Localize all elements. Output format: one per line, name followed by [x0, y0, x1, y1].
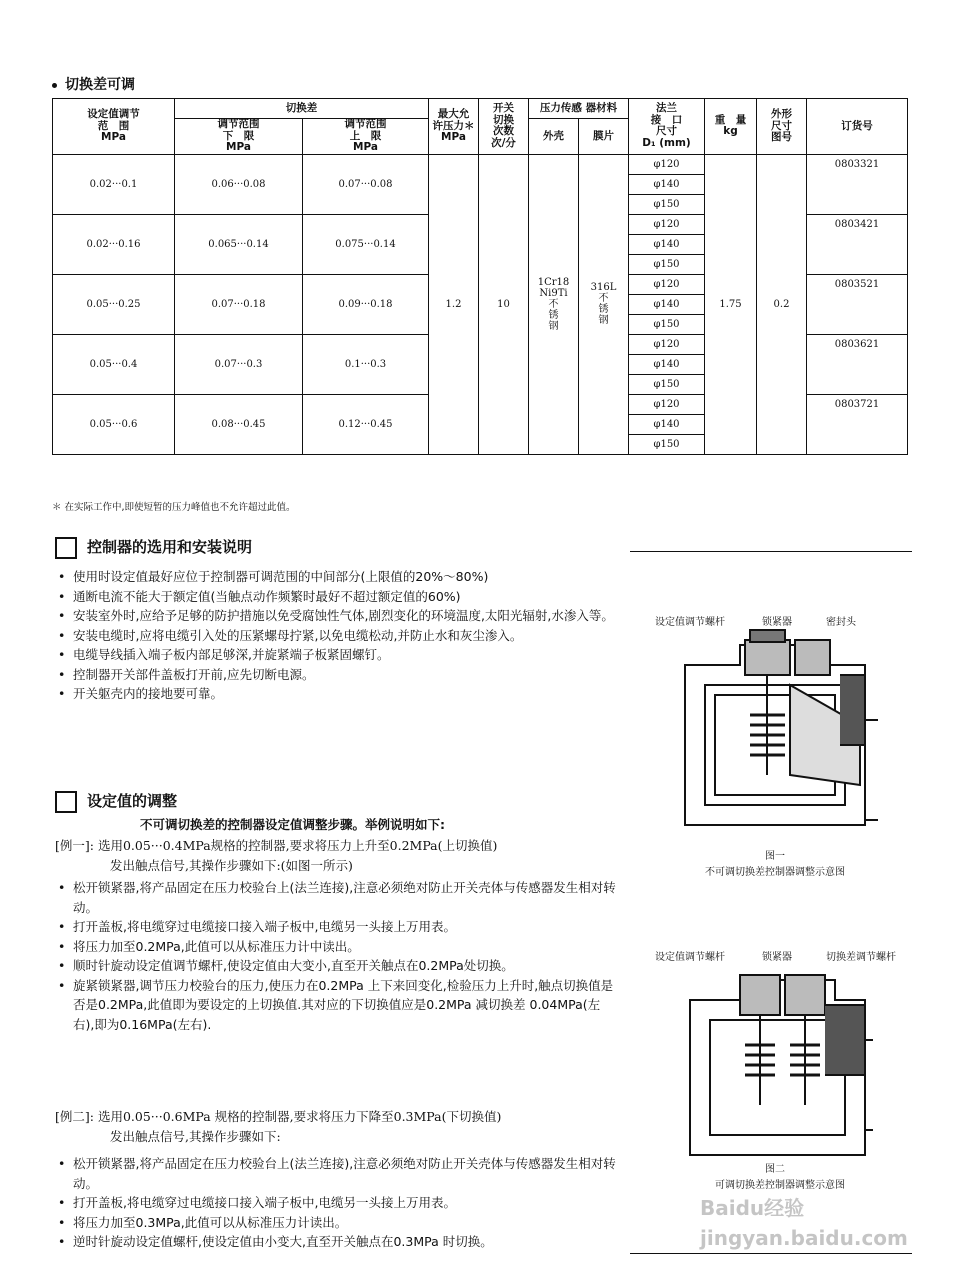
fig1-caption-no: 图一 [765, 851, 785, 862]
example2-text2: 发出触点信号,其操作步骤如下: [110, 1129, 281, 1144]
figure1-diagram [680, 625, 880, 840]
list-item: • 使用时设定值最好应位于控制器可调范围的中间部分(上限值的20%～80%) [55, 567, 615, 587]
spec-table [52, 98, 908, 455]
header-weight: 重 量 kg [705, 99, 757, 155]
cell-flange: φ120 [629, 274, 705, 294]
table-header-row [53, 99, 908, 119]
table-footnote: ＊ 在实际工作中,即使短暂的压力峰值也不允许超过此值。 [52, 502, 296, 513]
header-switch-diff: 切换差 [175, 99, 429, 119]
cell-flange: φ140 [629, 294, 705, 314]
checkbox-icon [55, 791, 77, 813]
header-upper: 调节范围 上 限 MPa [303, 119, 429, 155]
cell-range: 0.05···0.25 [53, 274, 175, 334]
cell-upper: 0.09···0.18 [303, 274, 429, 334]
cell-diaphragm-material: 316L 不 锈 钢 [579, 154, 629, 454]
fig2-caption-no: 图二 [765, 1164, 785, 1175]
list-item: • 开关躯壳内的接地要可靠。 [55, 684, 615, 704]
list-item: • 将压力加至0.2MPa,此值可以从标准压力计中读出。 [55, 937, 620, 957]
header-switch-count: 开关 切换 次数 次/分 [479, 99, 529, 155]
checkbox-icon [55, 537, 77, 559]
cell-range: 0.05···0.6 [53, 394, 175, 454]
header-set-range: 设定值调节 范 围 MPa [53, 99, 175, 155]
example1 [55, 836, 625, 876]
installation-list [55, 567, 615, 704]
cell-flange: φ140 [629, 174, 705, 194]
cell-lower: 0.07···0.3 [175, 334, 303, 394]
cell-order-no: 0803721 [807, 394, 908, 454]
cell-flange: φ120 [629, 394, 705, 414]
divider [630, 1253, 912, 1254]
example1-steps [55, 878, 620, 1034]
list-item: • 安装电缆时,应将电缆引入处的压紧螺母拧紧,以免电缆松动,并防止水和灰尘渗入。 [55, 626, 615, 646]
fig1-label-seal: 密封头 [826, 617, 856, 628]
header-order-no: 订货号 [807, 99, 908, 155]
cell-upper: 0.1···0.3 [303, 334, 429, 394]
cell-flange: φ150 [629, 374, 705, 394]
cell-shell-material: 1Cr18 Ni9Ti 不 锈 钢 [529, 154, 579, 454]
header-max-pressure: 最大允 许压力＊ MPa [429, 99, 479, 155]
list-item: • 安装室外时,应给予足够的防护措施以免受腐蚀性气体,剧烈变化的环境温度,太阳光辐射,水渗入等。 [55, 606, 615, 626]
list-item: • 打开盖板,将电缆穿过电缆接口接入端子板中,电缆另一头接上万用表。 [55, 1193, 620, 1213]
divider [630, 551, 912, 552]
fig1-caption: 不可调切换差控制器调整示意图 [705, 867, 845, 878]
fig2-label-lock: 锁紧器 [762, 952, 792, 963]
cell-flange: φ150 [629, 254, 705, 274]
example2 [55, 1107, 625, 1147]
section-title: 切换差可调 [52, 74, 135, 94]
fig2-label-diff-screw: 切换差调节螺杆 [826, 952, 896, 963]
cell-dim-figure: 0.2 [757, 154, 807, 454]
header-lower: 调节范围 下 限 MPa [175, 119, 303, 155]
section3-heading: 设定值的调整 [55, 790, 177, 813]
cell-flange: φ150 [629, 314, 705, 334]
figure2-diagram [685, 965, 875, 1170]
header-shell: 外壳 [529, 119, 579, 155]
example1-label: [例一]: [55, 838, 94, 853]
cell-flange: φ140 [629, 414, 705, 434]
cell-range: 0.05···0.4 [53, 334, 175, 394]
list-item: • 打开盖板,将电缆穿过电缆接口接入端子板中,电缆另一头接上万用表。 [55, 917, 620, 937]
list-item: • 电缆导线插入端子板内部足够深,并旋紧端子板紧固螺钉。 [55, 645, 615, 665]
cell-flange: φ120 [629, 334, 705, 354]
table-row [53, 154, 908, 174]
list-item: • 通断电流不能大于额定值(当触点动作频繁时最好不超过额定值的60%) [55, 587, 615, 607]
bullet-icon [52, 83, 57, 88]
cell-flange: φ140 [629, 234, 705, 254]
cell-lower: 0.08···0.45 [175, 394, 303, 454]
cell-upper: 0.075···0.14 [303, 214, 429, 274]
fig1-label-lock: 锁紧器 [762, 617, 792, 628]
header-diaphragm: 膜片 [579, 119, 629, 155]
example2-steps [55, 1154, 620, 1252]
fig2-label-setscrew: 设定值调节螺杆 [655, 952, 725, 963]
list-item: • 顺时针旋动设定值调节螺杆,使设定值由大变小,直至开关触点在0.2MPa处切换。 [55, 956, 620, 976]
list-item: • 将压力加至0.3MPa,此值可以从标准压力计读出。 [55, 1213, 620, 1233]
fig2-caption: 可调切换差控制器调整示意图 [715, 1180, 845, 1191]
cell-weight: 1.75 [705, 154, 757, 454]
list-item: • 控制器开关部件盖板打开前,应先切断电源。 [55, 665, 615, 685]
list-item: • 旋紧锁紧器,调节压力校验台的压力,使压力在0.2MPa 上下来回变化,检验压力上升时,触点切换值是否是0.2MPa,此值即为要设定的上切换值.其对应的下切换值应是0.2MPa 减切换差 0.04MPa(左右),即为0.16MPa(左右). [55, 976, 620, 1035]
cell-flange: φ140 [629, 354, 705, 374]
cell-flange: φ150 [629, 434, 705, 454]
cell-flange: φ150 [629, 194, 705, 214]
cell-switch-count: 10 [479, 154, 529, 454]
cell-order-no: 0803521 [807, 274, 908, 334]
cell-order-no: 0803621 [807, 334, 908, 394]
cell-lower: 0.06···0.08 [175, 154, 303, 214]
cell-order-no: 0803321 [807, 154, 908, 214]
example2-text: 选用0.05···0.6MPa 规格的控制器,要求将压力下降至0.3MPa(下切换值) [97, 1109, 502, 1124]
cell-upper: 0.07···0.08 [303, 154, 429, 214]
cell-max-pressure: 1.2 [429, 154, 479, 454]
section2-heading: 控制器的选用和安装说明 [55, 536, 252, 559]
cell-upper: 0.12···0.45 [303, 394, 429, 454]
cell-lower: 0.07···0.18 [175, 274, 303, 334]
cell-range: 0.02···0.16 [53, 214, 175, 274]
section3-subtitle: 不可调切换差的控制器设定值调整步骤。举例说明如下: [140, 817, 445, 832]
cell-lower: 0.065···0.14 [175, 214, 303, 274]
list-item: • 松开锁紧器,将产品固定在压力校验台上(法兰连接),注意必须绝对防止开关壳体与传感器发生相对转动。 [55, 878, 620, 917]
header-sensor-material: 压力传感 器材料 [529, 99, 629, 119]
cell-flange: φ120 [629, 154, 705, 174]
list-item: • 逆时针旋动设定值螺杆,使设定值由小变大,直至开关触点在0.3MPa 时切换。 [55, 1232, 620, 1252]
example1-text2: 发出触点信号,其操作步骤如下:(如图一所示) [110, 858, 353, 873]
cell-order-no: 0803421 [807, 214, 908, 274]
cell-range: 0.02···0.1 [53, 154, 175, 214]
header-dim-figure: 外形 尺寸 图号 [757, 99, 807, 155]
example2-label: [例二]: [55, 1109, 94, 1124]
header-flange: 法兰 接 口 尺寸 D₁ (mm) [629, 99, 705, 155]
fig1-label-setscrew: 设定值调节螺杆 [655, 617, 725, 628]
list-item: • 松开锁紧器,将产品固定在压力校验台上(法兰连接),注意必须绝对防止开关壳体与传感器发生相对转动。 [55, 1154, 620, 1193]
watermark-logo: Baidu经验 jingyan.baidu.com [700, 1196, 908, 1250]
cell-flange: φ120 [629, 214, 705, 234]
example1-text: 选用0.05···0.4MPa规格的控制器,要求将压力上升至0.2MPa(上切换值) [97, 838, 498, 853]
